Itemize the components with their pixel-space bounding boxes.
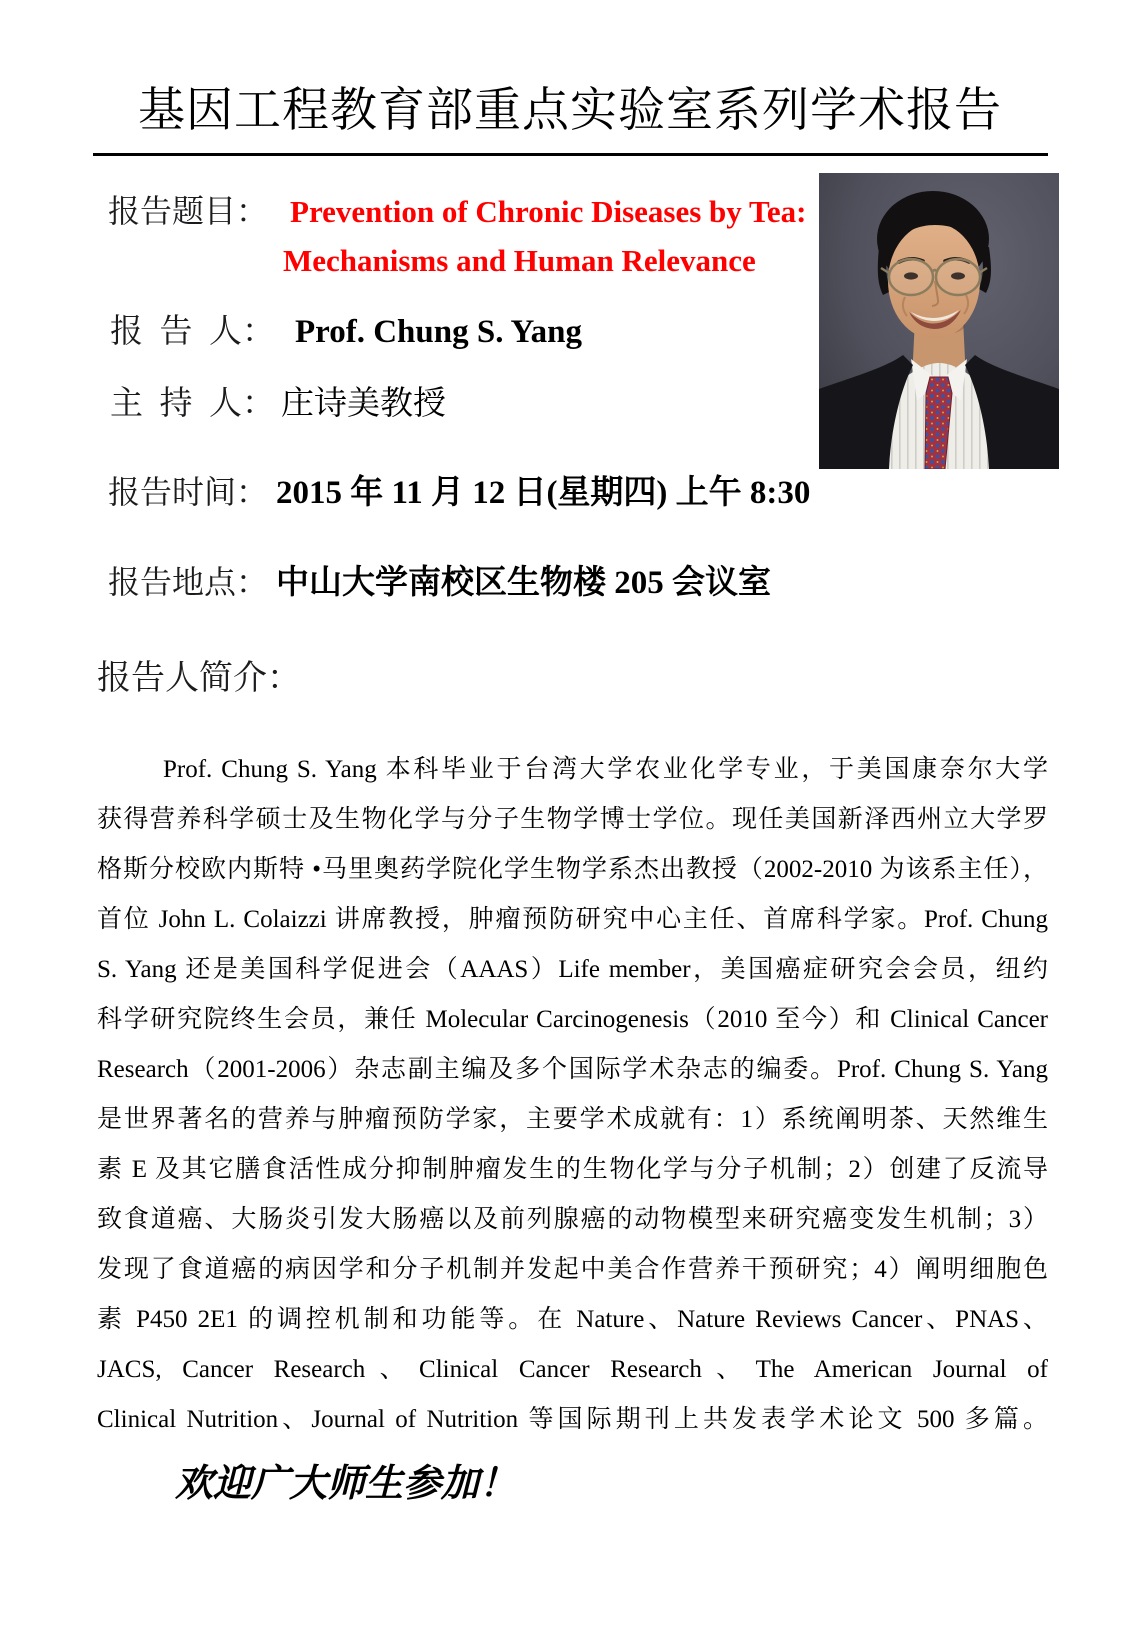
bio-line: 科学研究院终生会员，兼任 Molecular Carcinogenesis（2010 至今）和 Clinical Cancer <box>97 1006 1048 1033</box>
time-label: 报告时间： <box>108 474 269 510</box>
speaker-photo <box>819 173 1059 469</box>
venue-value: 中山大学南校区生物楼 205 会议室 <box>276 565 772 601</box>
bio-line: 获得营养科学硕士及生物化学与分子生物学博士学位。现任美国新泽西州立大学罗 <box>97 806 1048 833</box>
bio-line: 素 E 及其它膳食活性成分抑制肿瘤发生的生物化学与分子机制；2）创建了反流导 <box>97 1156 1048 1183</box>
title-underline <box>93 153 1048 156</box>
bio-line: 格斯分校欧内斯特 •马里奥药学院化学生物学系杰出教授（2002-2010 为该系主任）， <box>97 856 1048 883</box>
host-row <box>110 377 446 424</box>
portrait-photo-graphic <box>819 173 1059 469</box>
bio-line: 发现了食道癌的病因学和分子机制并发起中美合作营养干预研究；4）阐明细胞色 <box>97 1256 1048 1283</box>
bio-line: Research（2001-2006）杂志副主编及多个国际学术杂志的编委。Prof. Chung S. Yang <box>97 1056 1048 1083</box>
welcome-note: 欢迎广大师生参加！ <box>175 1463 518 1505</box>
topic-title-line1: Prevention of Chronic Diseases by Tea: <box>290 194 807 229</box>
topic-label: 报告题目： <box>108 193 269 229</box>
host-name: 庄诗美教授 <box>281 386 446 422</box>
bio-heading: 报告人简介： <box>97 660 301 697</box>
speaker-row <box>110 305 582 352</box>
bio-line: 致食道癌、大肠炎引发大肠癌以及前列腺癌的动物模型来研究癌变发生机制；3） <box>97 1206 1048 1233</box>
topic-title-line2: Mechanisms and Human Relevance <box>283 243 756 278</box>
bio-line: 是世界著名的营养与肿瘤预防学家，主要学术成就有：1）系统阐明茶、天然维生 <box>97 1106 1048 1133</box>
speaker-name: Prof. Chung S. Yang <box>295 314 582 350</box>
speaker-label: 报 告 人： <box>110 314 275 350</box>
bio-line: Prof. Chung S. Yang 本科毕业于台湾大学农业化学专业，于美国康奈尔大学 <box>163 756 1048 783</box>
venue-row <box>108 556 771 603</box>
bio-line: 首位 John L. Colaizzi 讲席教授，肿瘤预防研究中心主任、首席科学家。Prof. Chung <box>97 906 1048 933</box>
time-value: 2015 年 11 月 12 日(星期四) 上午 8:30 <box>276 475 811 511</box>
time-row <box>108 466 810 513</box>
bio-line: Clinical Nutrition、Journal of Nutrition 等国际期刊上共发表学术论文 500 多篇。 <box>97 1406 1048 1433</box>
bio-line: 素 P450 2E1 的调控机制和功能等。在 Nature、Nature Reviews Cancer、PNAS、 <box>97 1306 1048 1333</box>
bio-line: JACS, Cancer Research、Clinical Cancer Research、The American Journal of <box>97 1356 1048 1383</box>
venue-label: 报告地点： <box>108 564 269 600</box>
topic-row <box>108 186 806 232</box>
host-label: 主 持 人： <box>110 386 275 422</box>
seminar-series-title: 基因工程教育部重点实验室系列学术报告 <box>138 83 1002 136</box>
bio-paragraph <box>97 745 1048 1445</box>
bio-line: S. Yang 还是美国科学促进会（AAAS）Life member，美国癌症研究会会员，纽约 <box>97 956 1048 983</box>
